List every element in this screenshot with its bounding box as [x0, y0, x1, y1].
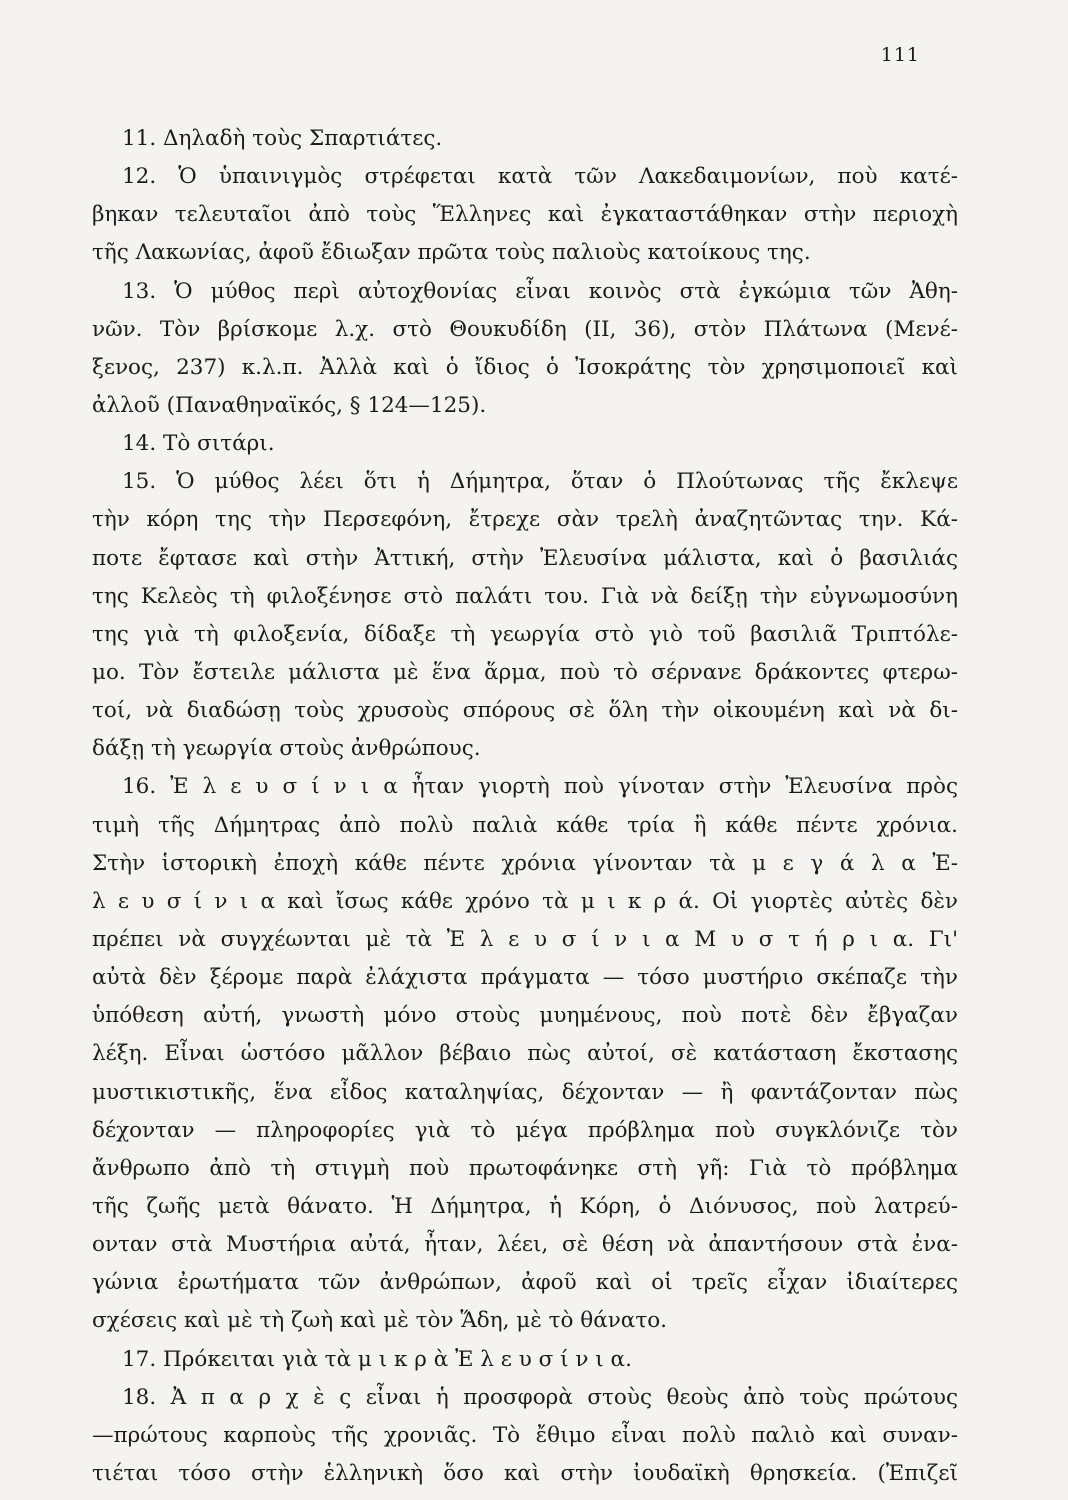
- text-line: της γιὰ τὴ φιλοξενία, δίδαξε τὴ γεωργία στὸ γιὸ τοῦ βασιλιᾶ Τριπτόλε-: [92, 621, 958, 647]
- text-line: λ ε υ σ ί ν ι α καὶ ἴσως κάθε χρόνο τὰ μ ι κ ρ ά. Οἱ γιορτὲς αὐτὲς δὲν: [92, 888, 958, 914]
- text-line: δάξῃ τὴ γεωργία στοὺς ἀνθρώπους.: [92, 736, 481, 762]
- text-line: 11. Δηλαδὴ τοὺς Σπαρτιάτες.: [122, 126, 443, 151]
- endnotes-body: [92, 120, 958, 1493]
- text-line: δέχονταν — πληροφορίες γιὰ τὸ μέγα πρόβλημα ποὺ συγκλόνιζε τὸν: [92, 1117, 958, 1143]
- text-line: ἀλλοῦ (Παναθηναϊκός, § 124—125).: [92, 392, 487, 418]
- text-line: λέξη. Εἶναι ὡστόσο μᾶλλον βέβαιο πὼς αὐτοί, σὲ κατάσταση ἔκστασης: [92, 1041, 958, 1067]
- text-line: ὑπόθεση αὐτή, γνωστὴ μόνο στοὺς μυημένους, ποὺ ποτὲ δὲν ἔβγαζαν: [92, 1003, 958, 1029]
- text-line: τῆς ζωῆς μετὰ θάνατο. Ἡ Δήμητρα, ἡ Κόρη, ὁ Διόνυσος, ποὺ λατρεύ-: [92, 1193, 958, 1219]
- text-line: της Κελεὸς τὴ φιλοξένησε στὸ παλάτι του. Γιὰ νὰ δείξῃ τὴν εὐγνωμοσύνη: [92, 583, 958, 609]
- text-line: τῆς Λακωνίας, ἀφοῦ ἔδιωξαν πρῶτα τοὺς παλιοὺς κατοίκους της.: [92, 240, 811, 266]
- text-line: τιέται τόσο στὴν ἑλληνικὴ ὅσο καὶ στὴν ἰουδαϊκὴ θρησκεία. (Ἐπιζεῖ: [92, 1460, 958, 1486]
- text-line: Στὴν ἱστορικὴ ἐποχὴ κάθε πέντε χρόνια γίνονταν τὰ μ ε γ ά λ α Ἐ-: [92, 850, 958, 876]
- text-line: ἄνθρωπο ἀπὸ τὴ στιγμὴ ποὺ πρωτοφάνηκε στὴ γῆ: Γιὰ τὸ πρόβλημα: [92, 1155, 958, 1181]
- text-line: τοί, νὰ διαδώσῃ τοὺς χρυσοὺς σπόρους σὲ ὅλη τὴν οἰκουμένη καὶ νὰ δι-: [92, 698, 958, 724]
- text-line: πρέπει νὰ συγχέωνται μὲ τὰ Ἐ λ ε υ σ ί ν ι α Μ υ σ τ ή ρ ι α. Γι': [92, 926, 958, 952]
- text-line: βηκαν τελευταῖοι ἀπὸ τοὺς Ἕλληνες καὶ ἐγκαταστάθηκαν στὴν περιοχὴ: [92, 202, 958, 228]
- text-line: τιμὴ τῆς Δήμητρας ἀπὸ πολὺ παλιὰ κάθε τρία ἢ κάθε πέντε χρόνια.: [92, 812, 958, 838]
- text-line: 18. Ἀ π α ρ χ ὲ ς εἶναι ἡ προσφορὰ στοὺς θεοὺς ἀπὸ τοὺς πρώτους: [122, 1384, 958, 1410]
- text-line: νῶν. Τὸν βρίσκομε λ.χ. στὸ Θουκυδίδη (ΙΙ, 36), στὸν Πλάτωνα (Μενέ-: [92, 316, 958, 342]
- text-line: 16. Ἐ λ ε υ σ ί ν ι α ἦταν γιορτὴ ποὺ γίνοταν στὴν Ἐλευσίνα πρὸς: [122, 774, 958, 800]
- text-line: γώνια ἐρωτήματα τῶν ἀνθρώπων, ἀφοῦ καὶ οἱ τρεῖς εἶχαν ἰδιαίτερες: [92, 1270, 958, 1296]
- text-line: μο. Τὸν ἔστειλε μάλιστα μὲ ἕνα ἅρμα, ποὺ τὸ σέρνανε δράκοντες φτερω-: [92, 659, 958, 685]
- text-line: ονταν στὰ Μυστήρια αὐτά, ἦταν, λέει, σὲ θέση νὰ ἀπαντήσουν στὰ ἐνα-: [92, 1232, 958, 1258]
- text-line: αὐτὰ δὲν ξέρομε παρὰ ἐλάχιστα πράγματα — τόσο μυστήριο σκέπαζε τὴν: [92, 965, 958, 991]
- text-line: σχέσεις καὶ μὲ τὴ ζωὴ καὶ μὲ τὸν Ἅδη, μὲ τὸ θάνατο.: [92, 1308, 667, 1334]
- text-line: ποτε ἔφτασε καὶ στὴν Ἀττική, στὴν Ἐλευσίνα μάλιστα, καὶ ὁ βασιλιάς: [92, 545, 958, 571]
- text-line: —πρώτους καρποὺς τῆς χρονιᾶς. Τὸ ἔθιμο εἶναι πολὺ παλιὸ καὶ συναν-: [92, 1422, 958, 1448]
- text-line: μυστικιστικῆς, ἕνα εἶδος καταληψίας, δέχονταν — ἢ φαντάζονταν πὼς: [92, 1079, 958, 1105]
- text-line: 17. Πρόκειται γιὰ τὰ μ ι κ ρ ὰ Ἐ λ ε υ σ ί ν ι α.: [122, 1346, 632, 1372]
- text-line: 15. Ὁ μύθος λέει ὅτι ἡ Δήμητρα, ὅταν ὁ Πλούτωνας τῆς ἔκλεψε: [122, 469, 958, 495]
- text-line: τὴν κόρη της τὴν Περσεφόνη, ἔτρεχε σὰν τρελὴ ἀναζητῶντας την. Κά-: [92, 507, 958, 533]
- text-line: ξενος, 237) κ.λ.π. Ἀλλὰ καὶ ὁ ἴδιος ὁ Ἰσοκράτης τὸν χρησιμοποιεῖ καὶ: [92, 354, 958, 380]
- text-line: 14. Τὸ σιτάρι.: [122, 431, 275, 457]
- page-number: 111: [880, 44, 920, 66]
- text-line: 12. Ὁ ὑπαινιγμὸς στρέφεται κατὰ τῶν Λακεδαιμονίων, ποὺ κατέ-: [122, 164, 958, 190]
- text-line: 13. Ὁ μύθος περὶ αὐτοχθονίας εἶναι κοινὸς στὰ ἐγκώμια τῶν Ἀθη-: [122, 278, 958, 304]
